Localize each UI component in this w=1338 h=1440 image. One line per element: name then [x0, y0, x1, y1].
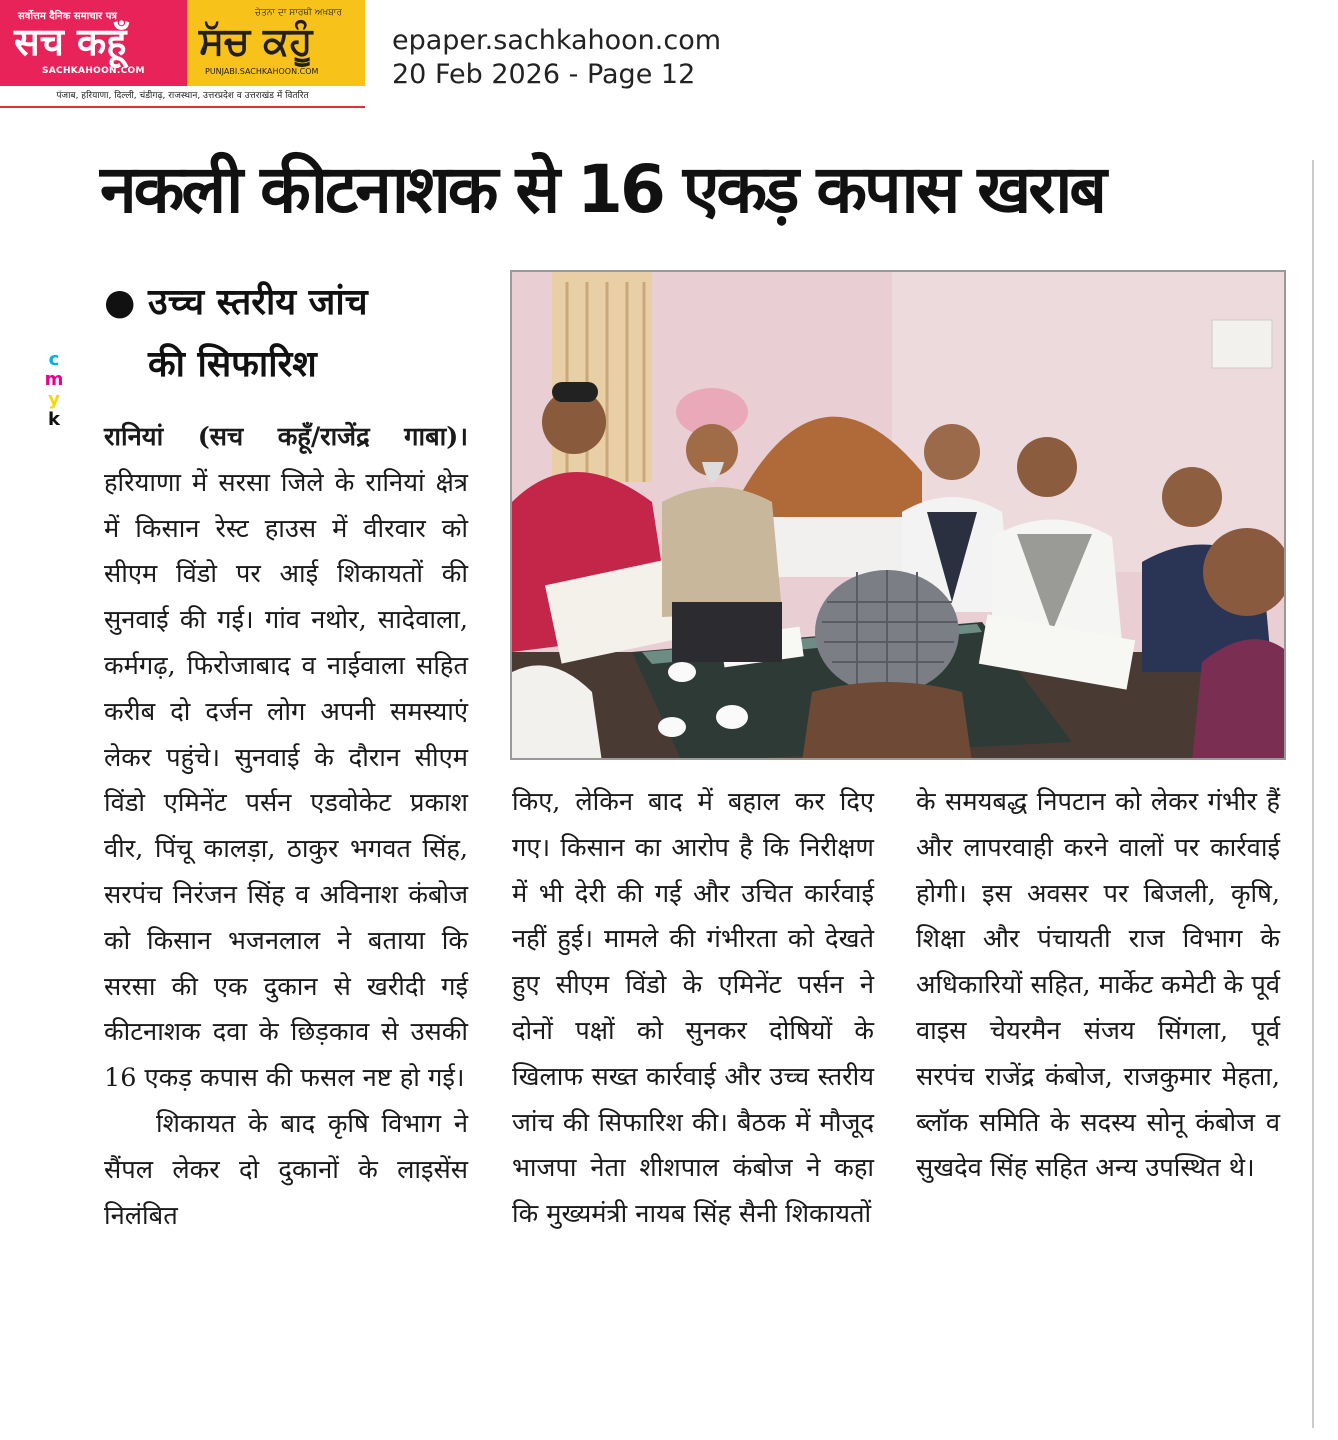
column-rule — [1312, 160, 1314, 1428]
subhead-line-1: उच्च स्तरीय जांच — [148, 282, 368, 323]
logo-right-tagline: ਚੇਤਨਾ ਦਾ ਸਾਰਥੀ ਅਖ਼ਬਾਰ — [255, 8, 342, 18]
logo-left-url: SACHKAHOON.COM — [42, 66, 145, 76]
logo-left-tagline: सर्वोत्तम दैनिक समाचार पत्र — [18, 11, 117, 22]
cmyk-c: c — [48, 349, 60, 370]
paragraph-1-text: हरियाणा में सरसा जिले के रानियां क्षेत्र में किसान रेस्ट हाउस में वीरवार को सीएम विंडो पर आई शिकायतों की सुनवाई की गई। गांव नथोर, सादेवाला, कर्मगढ़, फिरोजाबाद व नाईवाला सहित करीब दो दर्जन लोग अपनी समस्याएं लेकर पहुंचे। सुनवाई के दौरान सीएम विंडो एमिनेंट पर्सन एडवोकेट प्रकाश वीर, पिंचू कालड़ा, ठाकुर भगवत सिंह, सरपंच निरंजन सिंह व अविनाश कंबोज को किसान भजनलाल ने बताया कि सरसा की एक दुकान से खरीदी गई कीटनाशक दवा के छिड़काव से उसकी 16 एकड़ कपास की फसल नष्ट हो गई। — [104, 467, 468, 1094]
site-url[interactable]: epaper.sachkahoon.com — [392, 25, 722, 56]
sachkahoon-logo[interactable] — [0, 0, 187, 86]
article-column-1 — [104, 415, 468, 1239]
dateline: रानियां (सच कहूँ/राजेंद्र गाबा)। — [104, 422, 468, 452]
logo-right-url: PUNJABI.SACHKAHOON.COM — [205, 67, 319, 76]
cmyk-k: k — [48, 409, 60, 430]
subhead-line-2: की सिफारिश — [148, 344, 317, 385]
epaper-meta — [392, 24, 721, 92]
headline: नकली कीटनाशक से 16 एकड़ कपास खराब — [100, 151, 1104, 228]
cmyk-y: y — [48, 389, 60, 410]
logo-right-name: ਸੱਚ ਕਹੂੰ — [199, 19, 313, 63]
cmyk-m: m — [44, 369, 64, 390]
date-page: 20 Feb 2026 - Page 12 — [392, 59, 696, 90]
meeting-photo-illustration — [512, 272, 1286, 760]
meeting-photo[interactable] — [510, 270, 1286, 760]
edition-strip: पंजाब, हरियाणा, दिल्ली, चंडीगढ़, राजस्थान, उत्तरप्रदेश व उत्तराखंड में वितरित — [0, 86, 365, 108]
paragraph-3: किए, लेकिन बाद में बहाल कर दिए गए। किसान का आरोप है कि निरीक्षण में भी देरी की गई और उचित कार्रवाई नहीं हुई। मामले की गंभीरता को देखते हुए सीएम विंडो के एमिनेंट पर्सन ने दोनों पक्षों को सुनकर दोषियों के खिलाफ सख्त कार्रवाई और उच्च स्तरीय जांच की सिफारिश की। बैठक में मौजूद भाजपा नेता शीशपाल कंबोज ने कहा कि मुख्यमंत्री नायब सिंह सैनी शिकायतों — [512, 787, 874, 1230]
punjabi-sachkahoon-logo[interactable] — [187, 0, 365, 86]
cmyk-registration-mark — [44, 350, 64, 430]
logo-left-name: सच कहूँ — [14, 20, 127, 64]
article-column-2 — [512, 780, 874, 1238]
bullet-icon: ● — [104, 282, 136, 323]
article-column-3 — [916, 780, 1280, 1192]
paragraph-1 — [104, 415, 468, 1102]
paragraph-4: के समयबद्ध निपटान को लेकर गंभीर हैं और लापरवाही करने वालों पर कार्रवाई होगी। इस अवसर पर बिजली, कृषि, शिक्षा और पंचायती राज विभाग के अधिकारियों सहित, मार्केट कमेटी के पूर्व वाइस चेयरमैन संजय सिंगला, पूर्व सरपंच राजेंद्र कंबोज, राजकुमार मेहता, ब्लॉक समिति के सदस्य सोनू कंबोज व सुखदेव सिंह सहित अन्य उपस्थित थे। — [916, 787, 1280, 1184]
paragraph-2: शिकायत के बाद कृषि विभाग ने सैंपल लेकर दो दुकानों के लाइसेंस निलंबित — [104, 1108, 468, 1231]
